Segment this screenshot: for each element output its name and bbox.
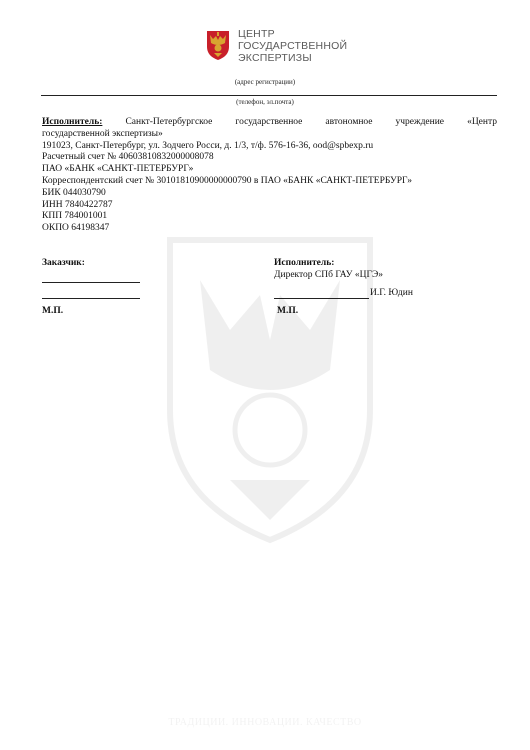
- executor-sign-label: Исполнитель:: [274, 258, 335, 268]
- executor-position: Директор СПб ГАУ «ЦГЭ»: [274, 270, 384, 280]
- bik: БИК 044030790: [42, 187, 106, 198]
- watermark-motto: ТРАДИЦИИ. ИННОВАЦИИ. КАЧЕСТВО: [168, 717, 362, 728]
- kpp: КПП 784001001: [42, 211, 108, 222]
- executor-org-first-line: [42, 117, 497, 129]
- org-name-line: ГОСУДАРСТВЕННОЙ: [238, 40, 348, 52]
- inn: ИНН 7840422787: [42, 199, 113, 210]
- bank-name: ПАО «БАНК «САНКТ-ПЕТЕРБУРГ»: [42, 164, 194, 175]
- settlement-account: Расчетный счет № 40603810832000008078: [42, 152, 214, 163]
- header-divider: [41, 95, 497, 96]
- customer-stamp-label: М.П.: [42, 306, 64, 316]
- org-name-line: ЦЕНТР: [238, 28, 275, 40]
- executor-org-name-cont: государственной экспертизы»: [42, 128, 163, 139]
- customer-signature-line-2: [42, 298, 140, 299]
- customer-signature-line-1: [42, 282, 140, 283]
- executor-signature-block: [274, 257, 383, 281]
- executor-stamp-label: М.П.: [277, 306, 299, 316]
- executor-label: Исполнитель:: [42, 117, 103, 127]
- executor-requisites: [42, 117, 497, 235]
- okpo: ОКПО 64198347: [42, 223, 110, 234]
- correspondent-account: Корреспондентский счет № 30101810900000000790 в ПАО «БАНК «САНКТ-ПЕТЕРБУРГ»: [42, 175, 413, 186]
- org-name-line: ЭКСПЕРТИЗЫ: [238, 52, 312, 64]
- organization-name: [238, 28, 347, 64]
- customer-label: Заказчик:: [42, 258, 85, 268]
- executor-org-name: Санкт-Петербургское государственное автономное учреждение «Центр: [125, 117, 497, 127]
- emblem-icon: [205, 29, 231, 61]
- executor-address: 191023, Санкт-Петербург, ул. Зодчего Росси, д. 1/3, т/ф. 576-16-36, ood@spbexp.ru: [42, 140, 374, 151]
- executor-name: И.Г. Юдин: [370, 288, 413, 298]
- address-placeholder: (адрес регистрации): [234, 78, 296, 86]
- executor-signature-line: [274, 298, 369, 299]
- phone-placeholder: (телефон, эл.почта): [236, 98, 294, 106]
- customer-signature-block: [42, 257, 85, 269]
